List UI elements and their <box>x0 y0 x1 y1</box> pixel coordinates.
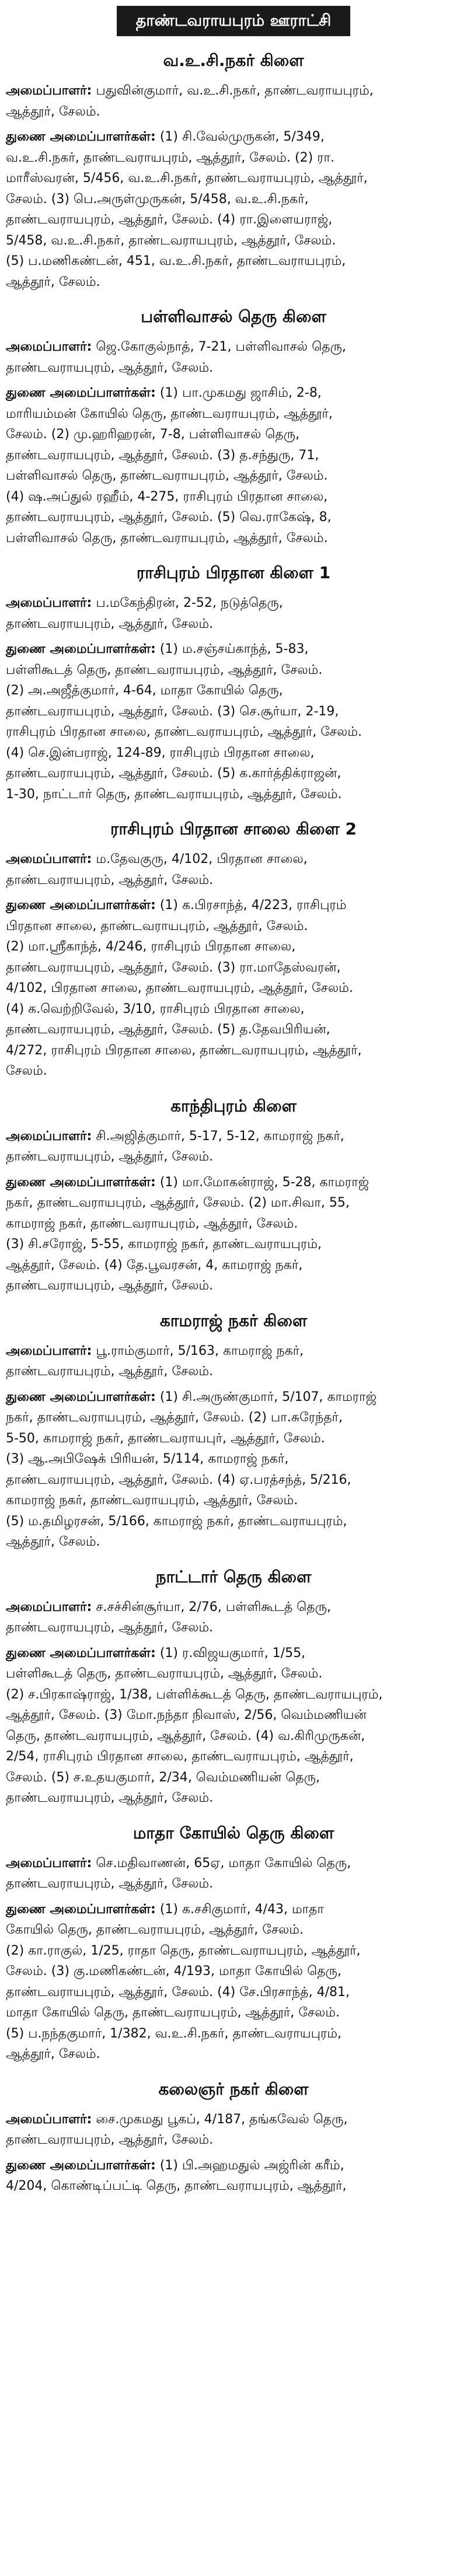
text-line <box>6 487 461 508</box>
line-text: சேலம். (3) பெ.அருள்முருகன், 5/458, வ.உ.சி.நகர், <box>6 191 309 207</box>
line-text: ப.மகேந்திரன், 2-52, நடுத்தெரு, <box>96 596 283 610</box>
text-line <box>6 189 461 210</box>
text-line <box>6 230 461 251</box>
text-line <box>6 1470 461 1491</box>
line-text: (3) சி.சரோஜ், 5-55, காமராஜ் நகர், தாண்டவராயபுரம், <box>6 1237 322 1252</box>
line-text: தாண்டவராயபுரம், ஆத்தூர், சேலம். <box>6 1149 214 1164</box>
header-banner <box>117 6 350 36</box>
line-text: தாண்டவராயபுரம், ஆத்தூர், சேலம். (3) செ.சூர்யா, 2-19, <box>6 704 339 719</box>
text-line <box>6 1532 461 1553</box>
line-text: (2) கா.ராகுல், 1/25, ராதா தெரு, தாண்டவராயபுரம், ஆத்தூர், <box>6 1943 361 1958</box>
text-line <box>6 999 461 1020</box>
line-text: (1) ம.சஞ்சய்காந்த், 5-83, <box>159 642 309 656</box>
text-line <box>6 1234 461 1255</box>
text-line <box>6 1788 461 1809</box>
line-text: தாண்டவராயபுரம், ஆத்தூர், சேலம். (3) த.சந்துரு, 71, <box>6 448 319 463</box>
branch-section <box>6 1092 461 1296</box>
line-text: 4/204, கொண்டிப்பட்டி தெரு, தாண்டவராயபுரம், ஆத்தூர், <box>6 2179 347 2193</box>
secretary-block <box>6 1126 461 1168</box>
role-label: அமைப்பாளர்: <box>6 1128 92 1144</box>
line-text: சேலம். <box>6 1064 47 1078</box>
secretary-block <box>6 849 461 890</box>
line-text: ஆத்தூர், சேலம். <box>6 104 100 119</box>
line-text: பூ.ராம்குமார், 5/163, காமராஜ் நகர், <box>96 1343 304 1358</box>
line-text: (1) பி.அஹமதுல் அஜ்ரின் கரீம், <box>159 2158 344 2173</box>
secretary-block <box>6 81 461 122</box>
secretary-block <box>6 2109 461 2151</box>
text-line <box>6 1387 461 1408</box>
text-line <box>6 81 461 102</box>
line-text: தாண்டவராயபுரம், ஆத்தூர், சேலம். (4) ஏ.பரத்சந்த், 5/216, <box>6 1472 351 1487</box>
branch-section <box>6 1307 461 1553</box>
branch-title: காமராஜ் நகர் கிளை <box>159 1310 308 1330</box>
assistant-block <box>6 127 461 292</box>
branch-title: ராசிபுரம் பிரதான கிளை 1 <box>136 563 331 582</box>
text-line <box>6 1705 461 1726</box>
line-text: (1) சி.அருண்குமார், 5/107, காமராஜ் <box>159 1389 377 1404</box>
role-label: அமைப்பாளர்: <box>6 852 92 866</box>
assistant-block <box>6 895 461 1082</box>
text-line <box>6 168 461 189</box>
branch-section <box>6 2075 461 2197</box>
line-text: (1) ர.விஜயகுமார், 1/55, <box>159 1645 306 1661</box>
text-line <box>6 1511 461 1532</box>
branch-section <box>6 815 461 1082</box>
text-line <box>6 251 461 272</box>
text-line <box>6 978 461 999</box>
line-text: பள்ளிகூடத் தெரு, தாண்டவராயபுரம், ஆத்தூர், சேலம். <box>6 1666 323 1681</box>
text-line <box>6 1920 461 1941</box>
line-text: சேலம். (2) மு.ஹரிஹரன், 7-8, பள்ளிவாசல் தெரு, <box>6 427 300 442</box>
branch-title: பள்ளிவாசல் தெரு கிளை <box>141 307 326 326</box>
line-text: மாரீஸ்வரன், 5/456, வ.உ.சி.நகர், தாண்டவராயபுரம், ஆத்தூர், <box>6 171 368 186</box>
text-line <box>6 593 461 614</box>
secretary-block <box>6 1853 461 1895</box>
line-text: காமராஜ் நகர், தாண்டவராயபுரம், ஆத்தூர், சேலம். <box>6 1216 298 1231</box>
role-label: துணை அமைப்பாளர்கள்: <box>6 130 156 144</box>
text-line <box>6 784 461 805</box>
line-text: (2) ச.பிரகாஷ்ராஜ், 1/38, பள்ளிக்கூடத் தெரு, தாண்டவராயபுரம், <box>6 1687 383 1702</box>
text-line <box>6 614 461 635</box>
text-line <box>6 127 461 148</box>
text-line <box>6 1061 461 1082</box>
line-text: ஆத்தூர், சேலம். <box>6 274 100 289</box>
role-label: அமைப்பாளர்: <box>6 1599 92 1614</box>
role-label: அமைப்பாளர்: <box>6 83 92 98</box>
role-label: துணை அமைப்பாளர்கள்: <box>6 1645 156 1661</box>
text-line <box>6 849 461 870</box>
line-text: வ.உ.சி.நகர், தாண்டவராயபுரம், ஆத்தூர், சேலம். (2) ரா. <box>6 150 334 165</box>
text-line <box>6 743 461 764</box>
text-line <box>6 680 461 701</box>
text-line <box>6 763 461 784</box>
text-line <box>6 337 461 358</box>
line-text: ஆத்தூர், சேலம். <box>6 1535 100 1549</box>
line-text: நகர், தாண்டவராயபுரம், ஆத்தூர், சேலம். (2) பா.சுரேந்தர், <box>6 1410 343 1425</box>
line-text: ஜெ.கோகுல்நாத், 7-21, பள்ளிவாசல் தெரு, <box>96 340 346 354</box>
text-line <box>6 1255 461 1276</box>
branch-title: கலைஞர் நகர் கிளை <box>158 2079 309 2099</box>
text-line <box>6 383 461 404</box>
line-text: 5/458, வ.உ.சி.நகர், தாண்டவராயபுரம், ஆத்தூர், சேலம். <box>6 233 336 248</box>
text-line <box>6 2176 461 2197</box>
text-line <box>6 2023 461 2044</box>
text-line <box>6 2044 461 2065</box>
text-line <box>6 1147 461 1168</box>
line-text: ராசிபுரம் பிரதான சாலை, தாண்டவராயபுரம், ஆத்தூர், சேலம். <box>6 725 362 739</box>
line-text: தாண்டவராயபுரம், ஆத்தூர், சேலம். <box>6 1876 214 1891</box>
text-line <box>6 466 461 487</box>
line-text: (4) ஷ.அப்துல் ரஹீம், 4-275, ராசிபுரம் பிரதான சாலை, <box>6 489 328 504</box>
line-text: (4) செ.இன்பராஜ், 124-89, ராசிபுரம் பிரதான சாலை, <box>6 745 315 760</box>
line-text: (1) க.பிரசாந்த், 4/223, ராசிபுரம் <box>159 898 347 913</box>
text-line <box>6 424 461 445</box>
branch-title: நாட்டார் தெரு கிளை <box>155 1567 312 1586</box>
secretary-block <box>6 1597 461 1638</box>
text-line <box>6 272 461 293</box>
assistant-block <box>6 1172 461 1296</box>
text-line <box>6 1746 461 1767</box>
line-text: சி.அஜித்குமார், 5-17, 5-12, காமராஜ் நகர், <box>96 1128 344 1144</box>
text-line <box>6 404 461 425</box>
text-line <box>6 722 461 743</box>
page-title: தாண்டவராயபுரம் ஊராட்சி <box>135 12 332 30</box>
line-text: (5) ப.நந்தகுமார், 1/382, வ.உ.சி.நகர், தாண்டவராயபுரம், <box>6 2026 341 2041</box>
role-label: துணை அமைப்பாளர்கள்: <box>6 1902 156 1917</box>
line-text: பள்ளிவாசல் தெரு, தாண்டவராயபுரம், ஆத்தூர், சேலம். <box>6 530 328 546</box>
line-text: ச.சச்சின்சூர்யா, 2/76, பள்ளிகூடத் தெரு, <box>96 1599 332 1614</box>
role-label: துணை அமைப்பாளர்கள்: <box>6 642 156 656</box>
line-text: தாண்டவராயபுரம், ஆத்தூர், சேலம். <box>6 1364 214 1379</box>
line-text: தாண்டவராயபுரம், ஆத்தூர், சேலம். (5) க.கார்த்திக்ராஜன், <box>6 766 341 781</box>
text-line <box>6 1643 461 1664</box>
text-line <box>6 2130 461 2151</box>
text-line <box>6 1597 461 1618</box>
text-line <box>6 528 461 549</box>
line-text: (1) மா.மோகன்ராஜ், 5-28, காமராஜ் <box>159 1175 369 1190</box>
branch-section <box>6 1563 461 1809</box>
line-text: நகர், தாண்டவராயபுரம், ஆத்தூர், சேலம். (2) மா.சிவா, 55, <box>6 1196 350 1210</box>
line-text: 2/54, ராசிபுரம் பிரதான சாலை, தாண்டவராயபுரம், ஆத்தூர், <box>6 1749 354 1764</box>
text-line <box>6 1899 461 1920</box>
branch-title: காந்திபுரம் கிளை <box>170 1096 297 1116</box>
text-line <box>6 2002 461 2023</box>
branch-section <box>6 1819 461 2065</box>
text-line <box>6 1853 461 1874</box>
role-label: அமைப்பாளர்: <box>6 1343 92 1358</box>
assistant-block <box>6 1643 461 1809</box>
line-text: காமராஜ் நகர், தாண்டவராயபுரம், ஆத்தூர், சேலம். <box>6 1493 298 1508</box>
line-text: சேலம். (5) ச.உதயகுமார், 2/34, வெம்மணியன் தெரு, <box>6 1770 320 1785</box>
text-line <box>6 916 461 937</box>
role-label: துணை அமைப்பாளர்கள்: <box>6 1175 156 1190</box>
text-line <box>6 957 461 978</box>
line-text: தாண்டவராயபுரம், ஆத்தூர், சேலம். (4) சே.பிரசாந்த், 4/81, <box>6 1984 350 2000</box>
line-text: ம.தேவகுரு, 4/102, பிரதான சாலை, <box>96 852 308 866</box>
text-line <box>6 1214 461 1235</box>
line-text: தாண்டவராயபுரம், ஆத்தூர், சேலம். <box>6 2133 214 2147</box>
text-line <box>6 2109 461 2130</box>
line-text: தாண்டவராயபுரம், ஆத்தூர், சேலம். <box>6 1791 214 1805</box>
text-line <box>6 1449 461 1470</box>
line-text: தாண்டவராயபுரம், ஆத்தூர், சேலம். <box>6 616 214 631</box>
assistant-block <box>6 383 461 548</box>
text-line <box>6 1490 461 1511</box>
line-text: (5) ப.மணிகண்டன், 451, வ.உ.சி.நகர், தாண்டவராயபுரம், <box>6 254 346 268</box>
line-text: ஆத்தூர், சேலம். <box>6 2047 100 2061</box>
assistant-block <box>6 1387 461 1553</box>
line-text: 4/102, பிரதான சாலை, தாண்டவராயபுரம், ஆத்தூர், சேலம். <box>6 981 353 995</box>
line-text: மாரியம்மன் கோயில் தெரு, தாண்டவராயபுரம், ஆத்தூர், <box>6 406 333 421</box>
line-text: (4) க.வெற்றிவேல், 3/10, ராசிபுரம் பிரதான சாலை, <box>6 1001 305 1016</box>
line-text: (1) பா.முகமது ஜாசிம், 2-8, <box>159 386 322 400</box>
line-text: (2) மா.ஸ்ரீகாந்த், 4/246, ராசிபுரம் பிரதான சாலை, <box>6 939 296 954</box>
text-line <box>6 1767 461 1788</box>
text-line <box>6 1019 461 1040</box>
text-line <box>6 936 461 957</box>
secretary-block <box>6 337 461 378</box>
role-label: துணை அமைப்பாளர்கள்: <box>6 1389 156 1404</box>
text-line <box>6 1341 461 1362</box>
text-line <box>6 870 461 891</box>
assistant-block <box>6 639 461 805</box>
text-line <box>6 358 461 379</box>
line-text: 1-30, நாட்டார் தெரு, தாண்டவராயபுரம், ஆத்தூர், சேலம். <box>6 787 342 802</box>
text-line <box>6 895 461 916</box>
text-line <box>6 148 461 169</box>
line-text: பள்ளிவாசல் தெரு, தாண்டவராயபுரம், ஆத்தூர், சேலம். <box>6 469 328 483</box>
text-line <box>6 1617 461 1638</box>
text-line <box>6 1193 461 1214</box>
line-text: ஆத்தூர், சேலம். (3) மோ.நந்தா நிவாஸ், 2/56, வெம்மணியன் <box>6 1708 367 1722</box>
text-line <box>6 701 461 722</box>
line-text: தாண்டவராயபுரம், ஆத்தூர், சேலம். (4) ரா.இளையராஜ், <box>6 212 333 227</box>
line-text: சேலம். (3) கு.மணிகண்டன், 4/193, மாதா கோயில் தெரு, <box>6 1964 341 1979</box>
text-line <box>6 1361 461 1382</box>
branch-section <box>6 47 461 292</box>
sections-container <box>6 47 461 2197</box>
role-label: அமைப்பாளர்: <box>6 340 92 354</box>
line-text: (2) அ.அஜீத்குமார், 4-64, மாதா கோயில் தெரு, <box>6 683 283 698</box>
branch-title: வ.உ.சி.நகர் கிளை <box>163 51 304 70</box>
line-text: தாண்டவராயபுரம், ஆத்தூர், சேலம். <box>6 1620 214 1635</box>
line-text: (5) ம.தமிழரசன், 5/166, காமராஜ் நகர், தாண்டவராயபுரம், <box>6 1514 347 1529</box>
branch-section <box>6 559 461 805</box>
role-label: துணை அமைப்பாளர்கள்: <box>6 386 156 400</box>
secretary-block <box>6 593 461 634</box>
text-line <box>6 102 461 123</box>
role-label: துணை அமைப்பாளர்கள்: <box>6 898 156 913</box>
line-text: கோயில் தெரு, தாண்டவராயபுரம், ஆத்தூர், சேலம். <box>6 1923 304 1937</box>
line-text: பள்ளிகூடத் தெரு, தாண்டவராயபுரம், ஆத்தூர், சேலம். <box>6 662 323 677</box>
text-line <box>6 1407 461 1428</box>
role-label: அமைப்பாளர்: <box>6 596 92 610</box>
branch-title: மாதா கோயில் தெரு கிளை <box>133 1823 334 1843</box>
assistant-block <box>6 1899 461 2065</box>
secretary-block <box>6 1341 461 1382</box>
text-line <box>6 639 461 660</box>
line-text: சை.முகமது பூகப், 4/187, தங்கவேல் தெரு, <box>96 2112 348 2127</box>
text-line <box>6 1941 461 1962</box>
text-line <box>6 2155 461 2176</box>
line-text: 4/272, ராசிபுரம் பிரதான சாலை, தாண்டவராயபுரம், ஆத்தூர், <box>6 1043 362 1058</box>
line-text: தாண்டவராயபுரம், ஆத்தூர், சேலம். <box>6 1278 214 1293</box>
line-text: தாண்டவராயபுரம், ஆத்தூர், சேலம். <box>6 360 214 375</box>
branch-title: ராசிபுரம் பிரதான சாலை கிளை 2 <box>110 819 357 838</box>
line-text: பிரதான சாலை, தாண்டவராயபுரம், ஆத்தூர், சேலம். <box>6 918 308 934</box>
text-line <box>6 1428 461 1449</box>
text-line <box>6 507 461 528</box>
assistant-block <box>6 2155 461 2197</box>
line-text: மாதா கோயில் தெரு, தாண்டவராயபுரம், ஆத்தூர், சேலம். <box>6 2005 340 2020</box>
text-line <box>6 1663 461 1684</box>
text-line <box>6 1172 461 1193</box>
text-line <box>6 660 461 681</box>
line-text: (1) க.சசிகுமார், 4/43, மாதா <box>159 1902 324 1917</box>
text-line <box>6 1961 461 1982</box>
line-text: (1) சி.வேல்முருகன், 5/349, <box>159 130 325 144</box>
text-line <box>6 1726 461 1747</box>
line-text: தெரு, தாண்டவராயபுரம், ஆத்தூர், சேலம். (4) வ.கிரிமுருகன், <box>6 1728 365 1743</box>
line-text: தாண்டவராயபுரம், ஆத்தூர், சேலம். <box>6 872 214 887</box>
text-line <box>6 209 461 230</box>
text-line <box>6 445 461 466</box>
line-text: தாண்டவராயபுரம், ஆத்தூர், சேலம். (5) த.தேவபிரியன், <box>6 1022 330 1037</box>
branch-section <box>6 303 461 548</box>
text-line <box>6 1126 461 1147</box>
text-line <box>6 1874 461 1895</box>
text-line <box>6 1982 461 2003</box>
role-label: அமைப்பாளர்: <box>6 1855 92 1871</box>
line-text: (3) ஆ.அபிஷேக் பிரியன், 5/114, காமராஜ் நகர், <box>6 1452 289 1466</box>
line-text: 5-50, காமராஜ் நகர், தாண்டவராயபுர், ஆத்தூர், சேலம். <box>6 1431 325 1446</box>
line-text: தாண்டவராயபுரம், ஆத்தூர், சேலம். (5) வெ.ராகேஷ், 8, <box>6 510 332 525</box>
line-text: ஆத்தூர், சேலம். (4) தே.பூவரசன், 4, காமராஜ் நகர், <box>6 1257 303 1273</box>
text-line <box>6 1275 461 1296</box>
role-label: துணை அமைப்பாளர்கள்: <box>6 2158 156 2173</box>
line-text: பதுவின்குமார், வ.உ.சி.நகர், தாண்டவராயபுரம், <box>96 83 374 98</box>
line-text: தாண்டவராயபுரம், ஆத்தூர், சேலம். (3) ரா.மாதேஸ்வரன், <box>6 960 341 975</box>
line-text: செ.மதிவாணன், 65ஏ, மாதா கோயில் தெரு, <box>96 1855 351 1871</box>
text-line <box>6 1684 461 1705</box>
role-label: அமைப்பாளர்: <box>6 2112 92 2127</box>
text-line <box>6 1040 461 1061</box>
